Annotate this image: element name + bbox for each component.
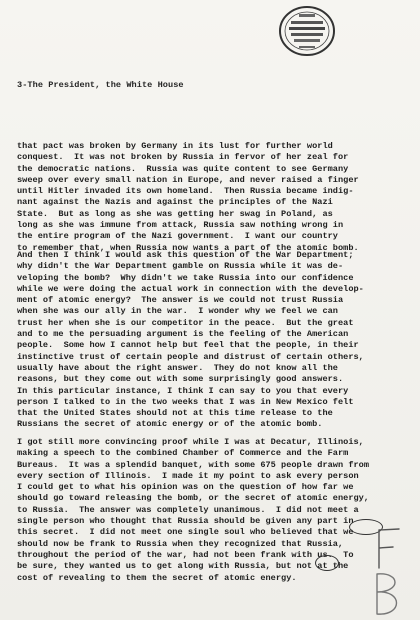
text-line: person I talked to in the two weeks that I was in New Mexico felt (17, 396, 354, 407)
text-line: to Russia. The answer was completely unanimous. I did not meet a (17, 504, 359, 515)
handwritten-circle-us (315, 555, 339, 571)
text-line: nant against the Nazis and against the principles of the Nazi (17, 197, 333, 208)
text-line: instinctive trust of certain people and distrust of certain others, (17, 351, 364, 362)
text-line: that pact was broken by Germany in its lust for further world (17, 141, 333, 151)
text-line: long as she was immune from attack, Russia saw nothing wrong in (17, 220, 344, 231)
text-line: while we were doing the actual work in connection with the develop- (17, 283, 364, 294)
text-line: I could get to what his opinion was on the question of how far we (17, 482, 354, 493)
text-line: In this particular instance, I think I can say to you that every (17, 385, 349, 396)
text-line: ment of atomic energy? The answer is we could not trust Russia (17, 295, 344, 306)
text-line: throughout the period of the war, had not been frank with us. To (17, 549, 354, 560)
text-line: sweep over every small nation in Europe, and never raised a finger (17, 174, 359, 185)
text-line: Bureaus. It was a splendid banquet, with some 675 people drawn from (17, 459, 370, 470)
text-line: State. But as long as she was getting her swag in Poland, as (17, 208, 333, 219)
text-line: And then I think I would ask this question of the War Department; (17, 250, 354, 260)
text-line: be sure, they wanted us to get along with Russia, but not at the (17, 561, 349, 572)
text-line: people. Some how I cannot help but feel that the people, in their (17, 340, 359, 351)
text-line: usually have about the right answer. They do not know all the (17, 362, 338, 373)
text-line: should go toward releasing the bomb, or the secret of atomic energy, (17, 493, 370, 504)
page-header: 3-The President, the White House (17, 80, 184, 90)
text-line: conquest. It was not broken by Russia in fervor of her zeal for (17, 152, 349, 163)
margin-mark-b (371, 570, 405, 618)
margin-mark-f (371, 524, 405, 572)
text-line: why didn't the War Department gamble on Russia while it was de- (17, 261, 344, 272)
text-line: making a speech to the combined Chamber of Commerce and the Farm (17, 448, 349, 459)
text-line: this secret. I did not meet one single soul who believed that we (17, 527, 354, 538)
paragraph-1 (17, 141, 409, 254)
paragraph-3 (17, 437, 409, 584)
text-line: trust her when she is our competitor in the peace. But the great (17, 317, 354, 328)
text-line: and to me the persuading argument is the feeling of the American (17, 329, 349, 340)
text-line: to remember that, when Russia now wants a part of the atomic bomb. (17, 242, 359, 253)
text-line: when she was our ally in the war. I wonder why we feel we can (17, 306, 338, 317)
received-stamp (277, 4, 337, 58)
paragraph-2 (17, 250, 409, 431)
text-line: that the United States should not at this time release to the (17, 408, 333, 419)
text-line: I got still more convincing proof while I was at Decatur, Illinois, (17, 437, 364, 447)
text-line: cost of revealing to them the secret of atomic energy. (17, 572, 297, 583)
text-line: single person who thought that Russia should be given any part in (17, 516, 354, 527)
text-line: veloping the bomb? Why didn't we take Russia into our confidence (17, 272, 354, 283)
text-line: should now be frank to Russia when they recognized that Russia, (17, 538, 344, 549)
text-line: until Hitler invaded its own homeland. Then Russia became indig- (17, 186, 354, 197)
text-line: the entire program of the Nazi government. I want our country (17, 231, 338, 242)
text-line: every section of Illinois. I made it my point to ask every person (17, 470, 359, 481)
text-line: reasons, but they come out with some surprisingly good answers. (17, 374, 344, 385)
text-line: Russians the secret of atomic energy or of the atomic bomb. (17, 419, 323, 430)
text-line: the democratic nations. Russia was quite content to see Germany (17, 163, 349, 174)
